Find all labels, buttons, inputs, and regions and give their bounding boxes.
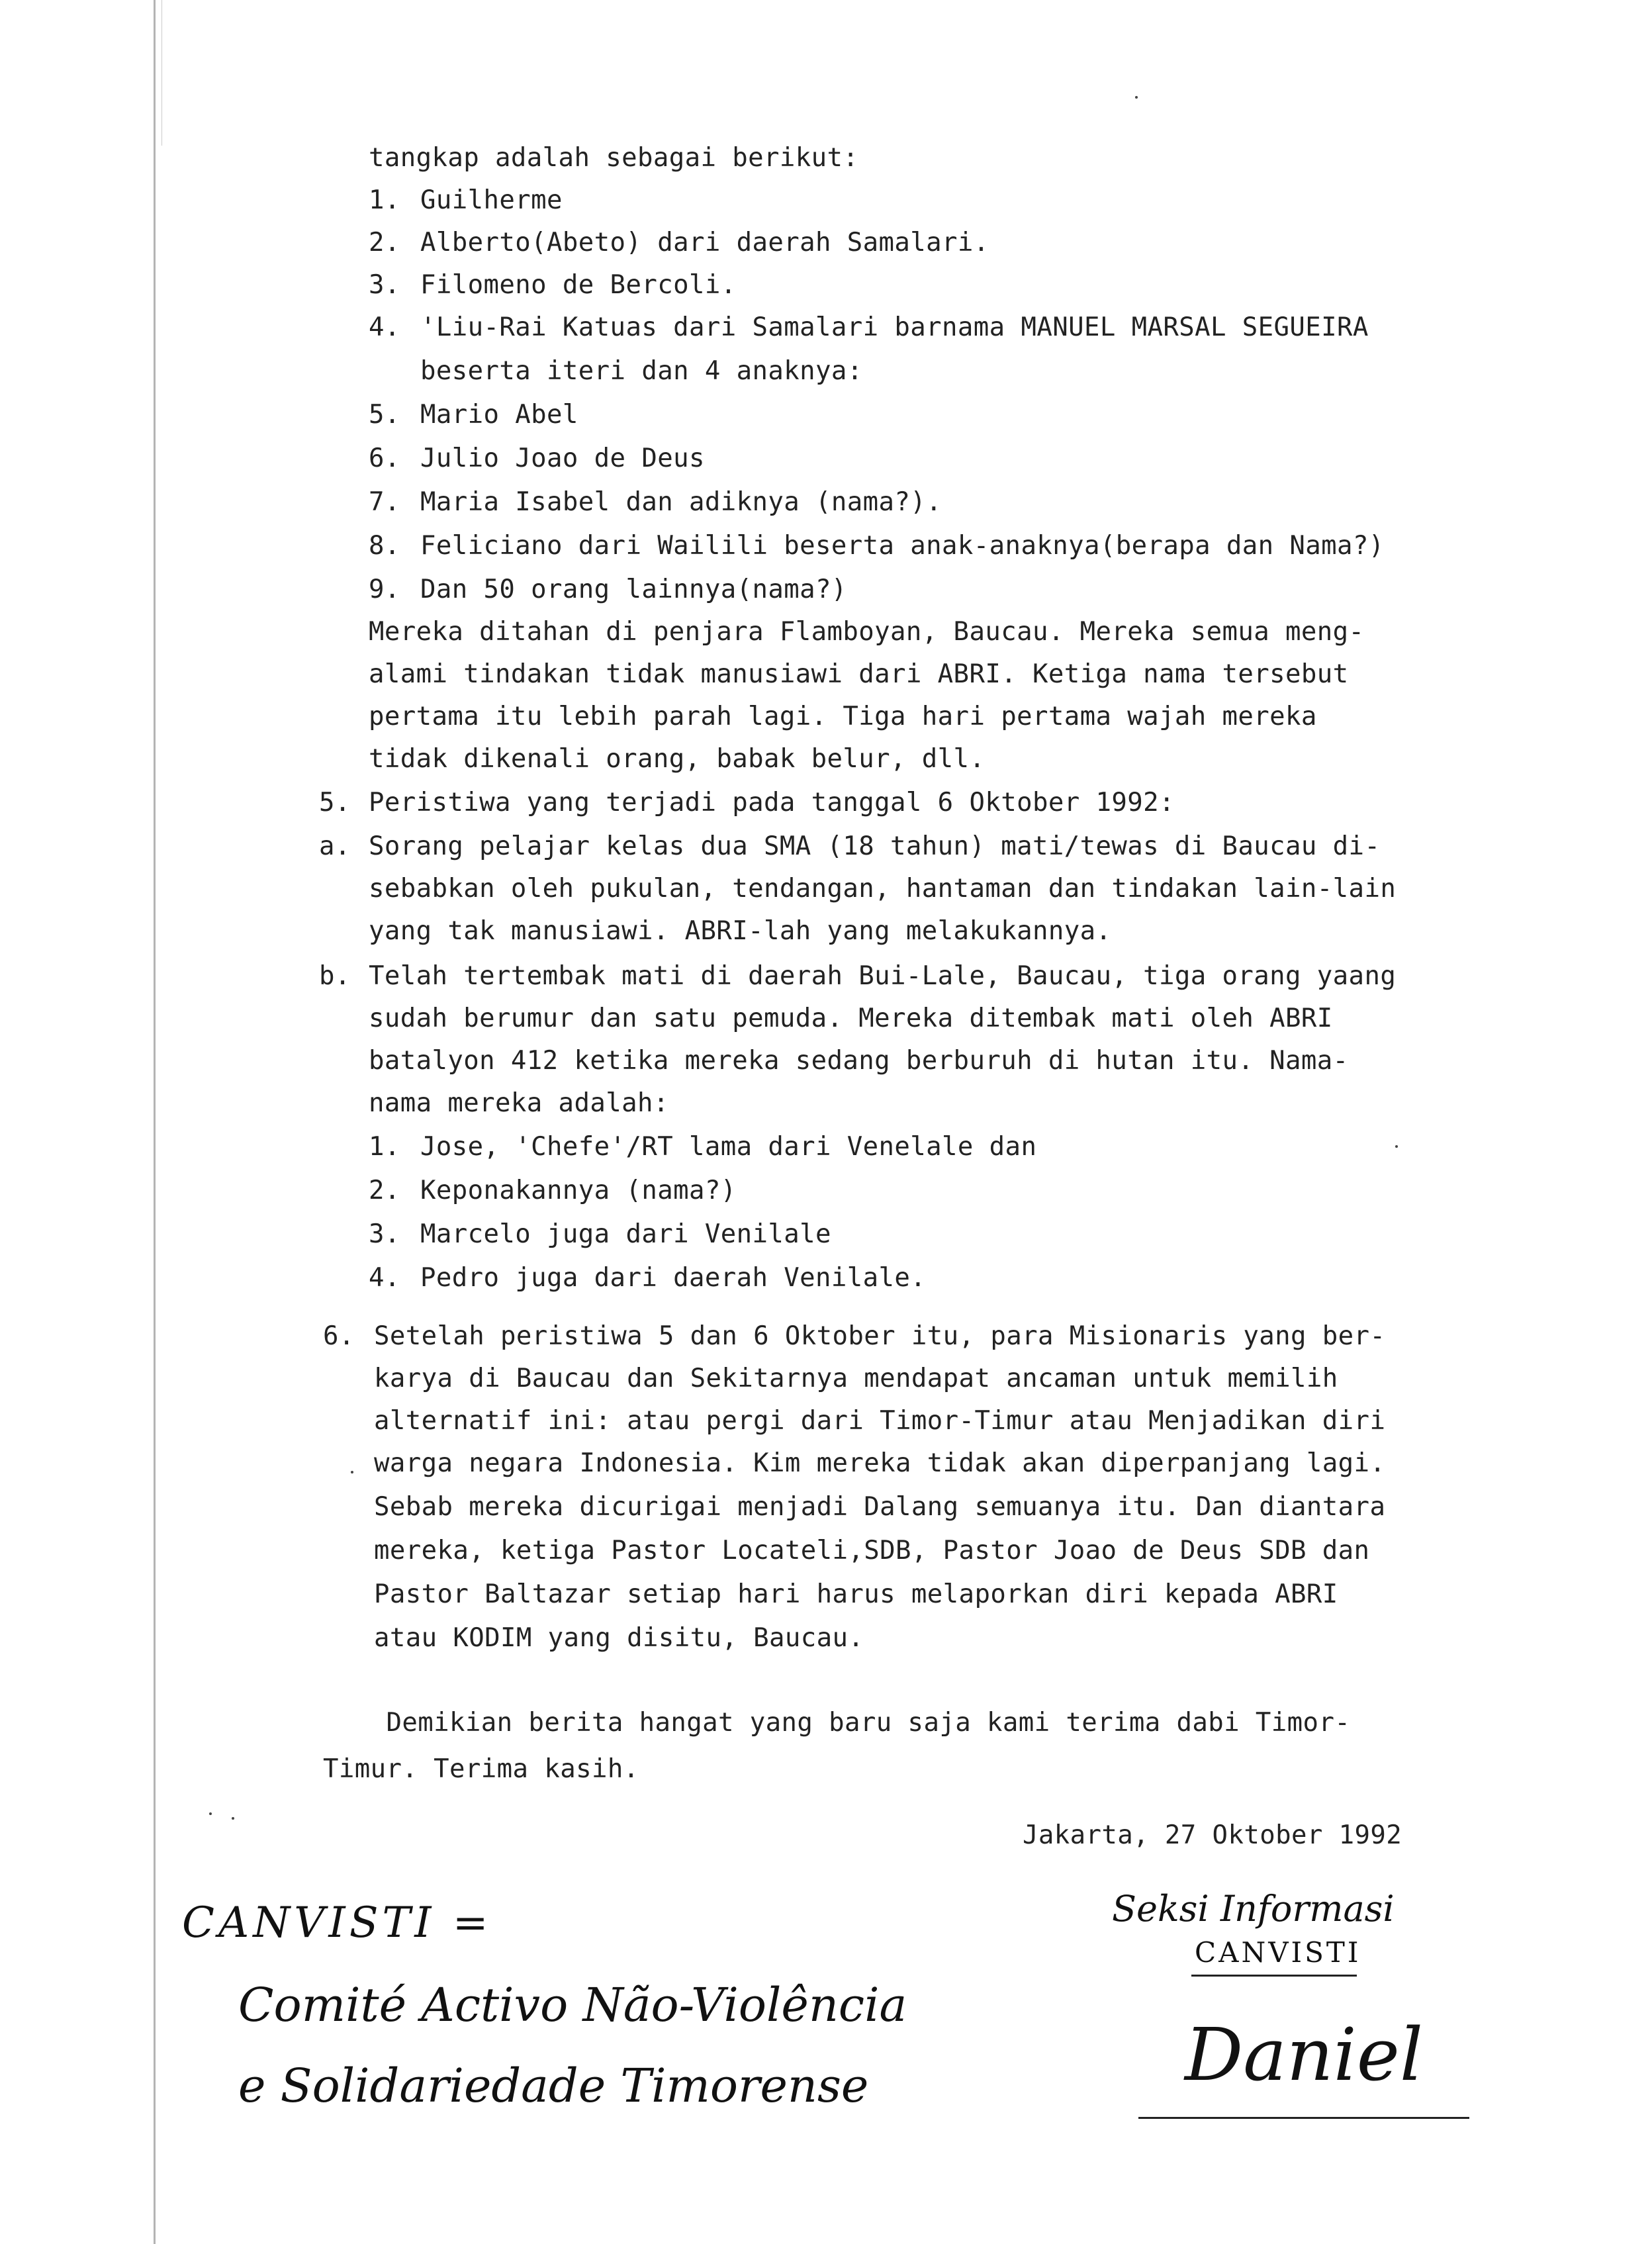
list-item: 7. Maria Isabel dan adiknya (nama?). bbox=[369, 487, 942, 517]
paragraph-line: atau KODIM yang disitu, Baucau. bbox=[374, 1623, 864, 1653]
paragraph-line: Pastor Baltazar setiap hari harus melaporkan diri kepada ABRI bbox=[374, 1579, 1338, 1609]
paragraph-line: Mereka ditahan di penjara Flamboyan, Baucau. Mereka semua meng- bbox=[369, 617, 1365, 647]
paragraph-line: batalyon 412 ketika mereka sedang berburuh di hutan itu. Nama- bbox=[369, 1046, 1349, 1076]
list-item: 3. Marcelo juga dari Venilale bbox=[369, 1219, 831, 1249]
paragraph-line: warga negara Indonesia. Kim mereka tidak akan diperpanjang lagi. bbox=[374, 1448, 1386, 1478]
section-5-heading: Peristiwa yang terjadi pada tanggal 6 Oktober 1992: bbox=[369, 788, 1175, 818]
list-item: 2. Keponakannya (nama?) bbox=[369, 1176, 737, 1205]
section-6-number: 6. bbox=[323, 1321, 355, 1351]
handwritten-expansion-line-1: Comité Activo Não-Violência bbox=[238, 1978, 907, 2032]
section-5b-label: b. bbox=[319, 961, 351, 991]
intro-line: tangkap adalah sebagai berikut: bbox=[369, 143, 859, 173]
scan-speck bbox=[351, 1471, 353, 1473]
list-item-continuation: beserta iteri dan 4 anaknya: bbox=[420, 356, 863, 386]
place-date: Jakarta, 27 Oktober 1992 bbox=[1023, 1820, 1402, 1850]
handwritten-expansion-line-2: e Solidariedade Timorense bbox=[238, 2059, 869, 2113]
closing-line: Timur. Terima kasih. bbox=[323, 1754, 639, 1784]
paragraph-line: tidak dikenali orang, babak belur, dll. bbox=[369, 744, 986, 774]
paragraph-line: alami tindakan tidak manusiawi dari ABRI. Ketiga nama tersebut bbox=[369, 659, 1349, 689]
signature-baseline bbox=[1138, 2117, 1469, 2119]
handwritten-acronym: CANVISTI = bbox=[182, 1898, 492, 1947]
paragraph-line: Telah tertembak mati di daerah Bui-Lale, Baucau, tiga orang yaang bbox=[369, 961, 1397, 991]
paragraph-line: nama mereka adalah: bbox=[369, 1088, 669, 1118]
paragraph-line: karya di Baucau dan Sekitarnya mendapat ancaman untuk memilih bbox=[374, 1364, 1338, 1393]
list-item: 9. Dan 50 orang lainnya(nama?) bbox=[369, 575, 847, 604]
list-item: 1. Guilherme bbox=[369, 185, 563, 215]
scan-speck bbox=[232, 1817, 234, 1820]
list-item: 8. Feliciano dari Wailili beserta anak-anaknya(berapa dan Nama?) bbox=[369, 531, 1385, 561]
paragraph-line: sudah berumur dan satu pemuda. Mereka ditembak mati oleh ABRI bbox=[369, 1004, 1333, 1033]
paragraph-line: mereka, ketiga Pastor Locateli,SDB, Pastor Joao de Deus SDB dan bbox=[374, 1536, 1370, 1566]
scan-speck bbox=[1135, 96, 1138, 99]
list-item: 2. Alberto(Abeto) dari daerah Samalari. bbox=[369, 228, 989, 257]
list-item: 4. 'Liu-Rai Katuas dari Samalari barnama MANUEL MARSAL SEGUEIRA bbox=[369, 312, 1369, 342]
scan-speck bbox=[209, 1812, 212, 1815]
list-item: 1. Jose, 'Chefe'/RT lama dari Venelale dan bbox=[369, 1132, 1037, 1162]
list-item: 4. Pedro juga dari daerah Venilale. bbox=[369, 1263, 927, 1293]
paragraph-line: yang tak manusiawi. ABRI-lah yang melakukannya. bbox=[369, 916, 1112, 946]
paragraph-line: pertama itu lebih parah lagi. Tiga hari pertama wajah mereka bbox=[369, 702, 1317, 731]
section-5a-label: a. bbox=[319, 831, 351, 861]
paragraph-line: Setelah peristiwa 5 dan 6 Oktober itu, para Misionaris yang ber- bbox=[374, 1321, 1386, 1351]
paragraph-line: Sorang pelajar kelas dua SMA (18 tahun) mati/tewas di Baucau di- bbox=[369, 831, 1381, 861]
signature-underline-short bbox=[1191, 1975, 1357, 1977]
scan-speck bbox=[1395, 1145, 1398, 1148]
closing-line: Demikian berita hangat yang baru saja kami terima dabi Timor- bbox=[323, 1708, 1351, 1738]
paragraph-line: alternatif ini: atau pergi dari Timor-Timur atau Menjadikan diri bbox=[374, 1406, 1386, 1436]
paragraph-line: Sebab mereka dicurigai menjadi Dalang semuanya itu. Dan diantara bbox=[374, 1492, 1386, 1522]
signature: Daniel bbox=[1185, 2012, 1424, 2097]
paragraph-line: sebabkan oleh pukulan, tendangan, hantaman dan tindakan lain-lain bbox=[369, 874, 1397, 904]
list-item: 5. Mario Abel bbox=[369, 400, 578, 430]
handwritten-sign-org: CANVISTI bbox=[1195, 1936, 1361, 1969]
list-item: 6. Julio Joao de Deus bbox=[369, 444, 705, 473]
section-5-number: 5. bbox=[319, 788, 351, 818]
list-item: 3. Filomeno de Bercoli. bbox=[369, 270, 737, 300]
handwritten-sign-title: Seksi Informasi bbox=[1112, 1888, 1395, 1930]
